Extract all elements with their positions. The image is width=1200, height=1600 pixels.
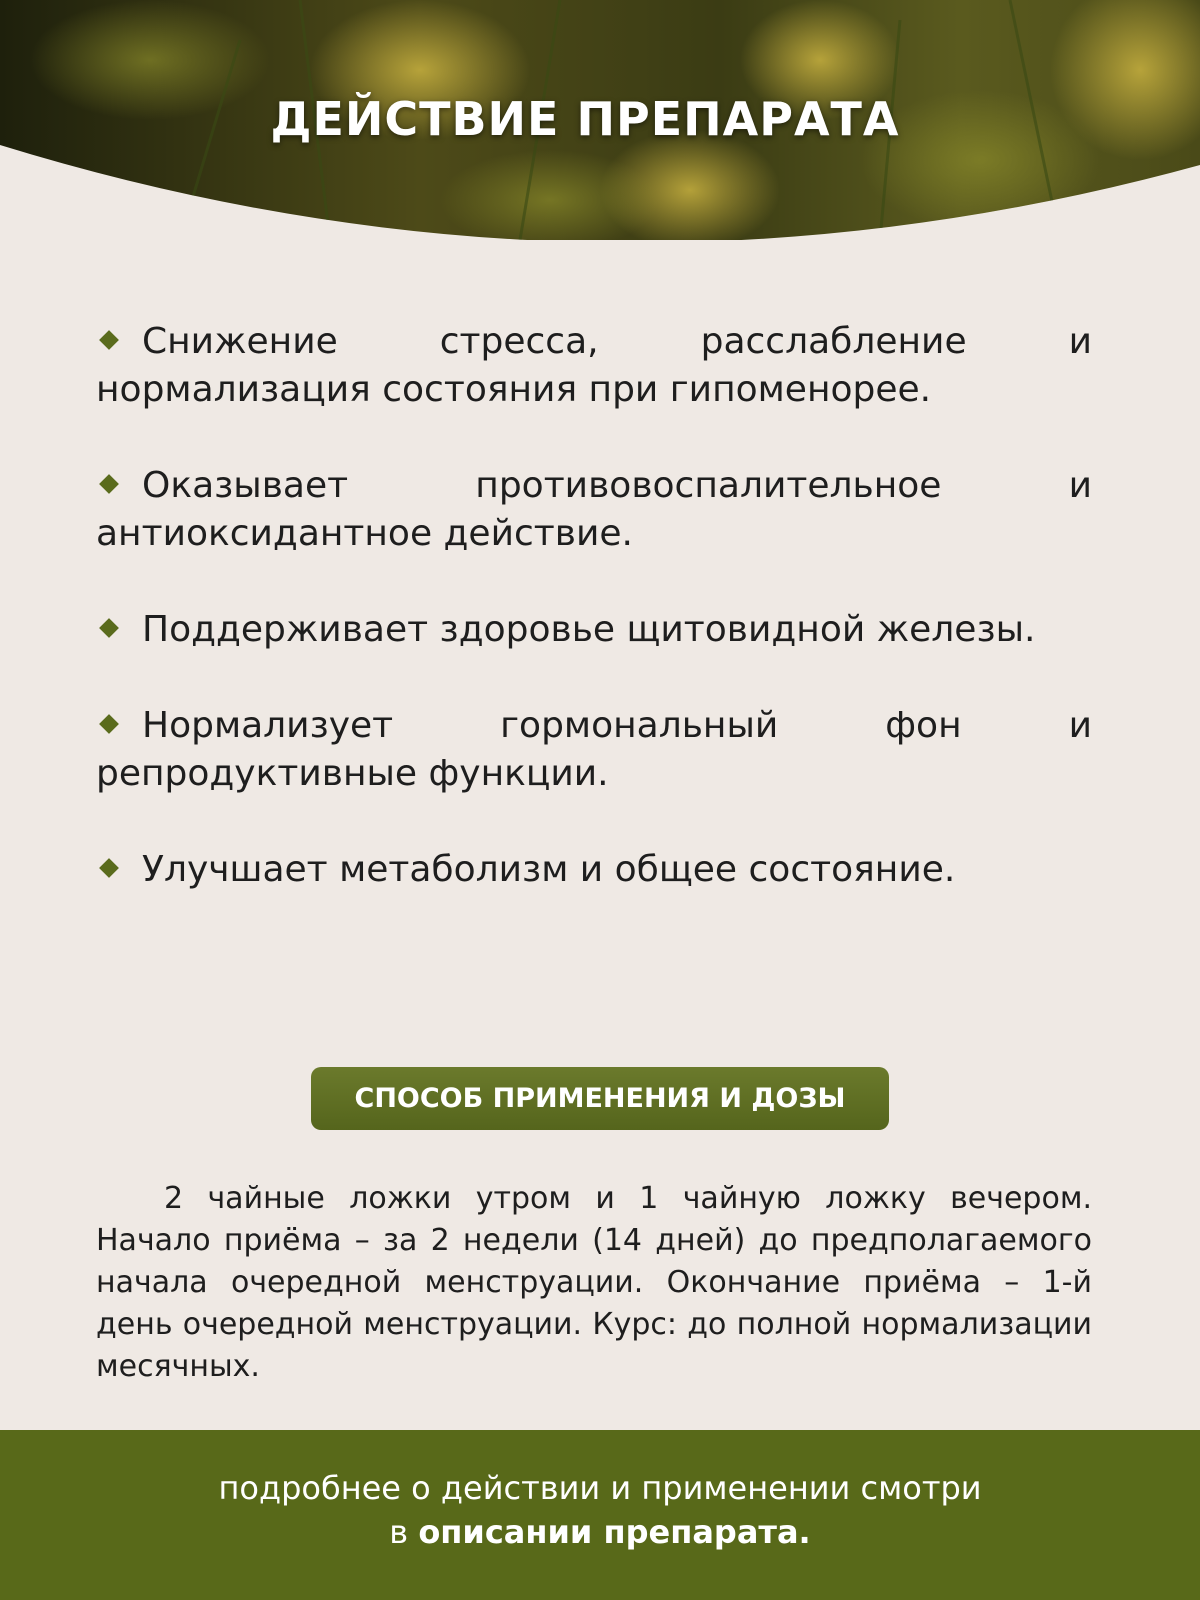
- benefit-text: Поддерживает здоровье щитовидной железы.: [142, 609, 1036, 650]
- product-description-link[interactable]: описании препарата.: [418, 1513, 811, 1551]
- list-item: [96, 318, 1092, 414]
- dosage-text: 2 чайные ложки утром и 1 чайную ложку вечером. Начало приёма – за 2 недели (14 дней) до предполагаемого начала очередной менструации. Окончание приёма – 1-й день очередной менструации. Курс: до полной нормализации месячных.: [96, 1181, 1092, 1384]
- diamond-bullet-icon: [99, 474, 119, 494]
- list-item: [96, 702, 1092, 798]
- diamond-bullet-icon: [99, 714, 119, 734]
- footer-prefix: в: [389, 1513, 409, 1551]
- benefits-list: [96, 318, 1092, 942]
- footer-line-1: подробнее о действии и применении смотри: [218, 1469, 982, 1507]
- page-title: ДЕЙСТВИЕ ПРЕПАРАТА: [270, 92, 900, 146]
- diamond-bullet-icon: [99, 330, 119, 350]
- list-item: [96, 846, 1092, 894]
- list-item: [96, 606, 1092, 654]
- footer-text: [0, 1466, 1200, 1554]
- benefit-text: Нормализует гормональный фон и репродуктивные функции.: [96, 705, 1092, 794]
- benefit-text: Снижение стресса, расслабление и нормализация состояния при гипоменорее.: [96, 321, 1092, 410]
- footer-line-2: [0, 1510, 1200, 1554]
- dosage-section-button[interactable]: СПОСОБ ПРИМЕНЕНИЯ И ДОЗЫ: [311, 1067, 889, 1130]
- diamond-bullet-icon: [99, 618, 119, 638]
- hero-banner: [0, 0, 1200, 240]
- benefit-text: Улучшает метаболизм и общее состояние.: [142, 849, 956, 890]
- diamond-bullet-icon: [99, 858, 119, 878]
- footer-banner: [0, 1430, 1200, 1600]
- list-item: [96, 462, 1092, 558]
- benefit-text: Оказывает противовоспалительное и антиоксидантное действие.: [96, 465, 1092, 554]
